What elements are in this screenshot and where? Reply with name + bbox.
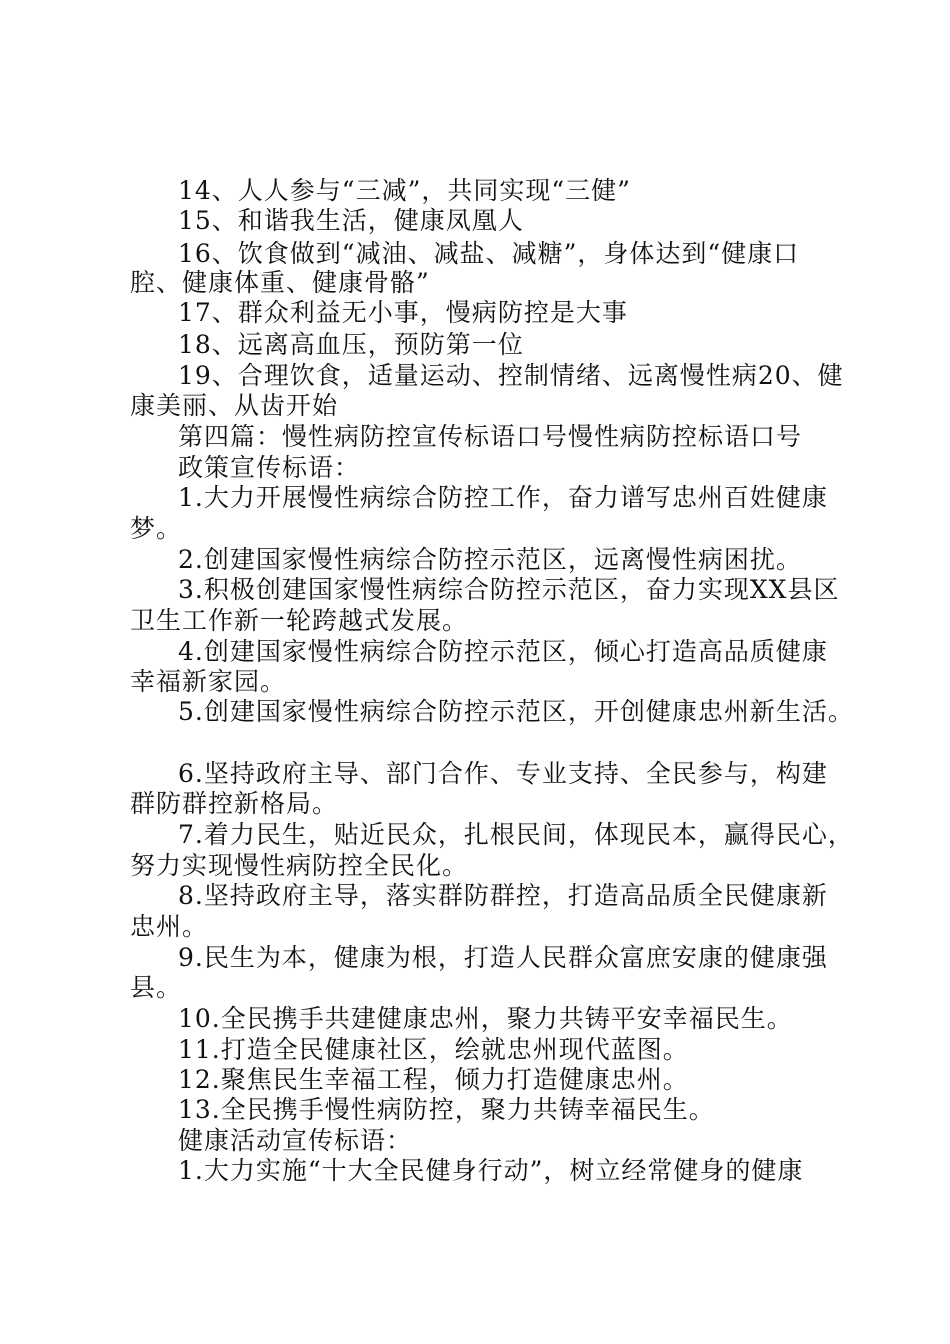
text-line: 忠州。 bbox=[130, 912, 209, 941]
text-line: 幸福新家园。 bbox=[130, 667, 287, 696]
text-line: 14、人人参与“三减”，共同实现“三健” bbox=[178, 176, 631, 205]
text-line: 2.创建国家慢性病综合防控示范区，远离慢性病困扰。 bbox=[178, 545, 802, 574]
text-line: 梦。 bbox=[130, 514, 183, 543]
text-line: 5.创建国家慢性病综合防控示范区，开创健康忠州新生活。 bbox=[178, 697, 854, 726]
text-line: 12.聚焦民生幸福工程，倾力打造健康忠州。 bbox=[178, 1065, 689, 1094]
subheading: 政策宣传标语： bbox=[178, 453, 361, 482]
text-line: 16、饮食做到“减油、减盐、减糖”，身体达到“健康口 bbox=[178, 239, 800, 268]
text-line: 4.创建国家慢性病综合防控示范区，倾心打造高品质健康 bbox=[178, 637, 828, 666]
text-line: 6.坚持政府主导、部门合作、专业支持、全民参与，构建 bbox=[178, 759, 828, 788]
text-line: 10.全民携手共建健康忠州，聚力共铸平安幸福民生。 bbox=[178, 1004, 793, 1033]
text-line: 7.着力民生，贴近民众，扎根民间，体现民本，赢得民心， bbox=[178, 820, 854, 849]
text-line: 18、远离高血压，预防第一位 bbox=[178, 330, 524, 359]
text-line: 17、群众利益无小事，慢病防控是大事 bbox=[178, 298, 628, 327]
text-line: 腔、健康体重、健康骨骼” bbox=[130, 268, 430, 297]
text-line: 9.民生为本，健康为根，打造人民群众富庶安康的健康强 bbox=[178, 943, 828, 972]
section-heading: 第四篇：慢性病防控宣传标语口号慢性病防控标语口号 bbox=[178, 422, 803, 451]
text-line: 19、合理饮食，适量运动、控制情绪、远离慢性病20、健 bbox=[178, 361, 844, 390]
text-line: 县。 bbox=[130, 973, 183, 1002]
text-line: 3.积极创建国家慢性病综合防控示范区，奋力实现XX县区 bbox=[178, 575, 840, 604]
text-line: 1.大力实施“十大全民健身行动”，树立经常健身的健康 bbox=[178, 1156, 804, 1185]
text-line: 康美丽、从齿开始 bbox=[130, 391, 339, 420]
text-line: 1.大力开展慢性病综合防控工作，奋力谱写忠州百姓健康 bbox=[178, 483, 828, 512]
text-line: 15、和谐我生活，健康凤凰人 bbox=[178, 206, 524, 235]
text-line: 群防群控新格局。 bbox=[130, 789, 339, 818]
text-line: 努力实现慢性病防控全民化。 bbox=[130, 851, 469, 880]
text-line: 8.坚持政府主导，落实群防群控，打造高品质全民健康新 bbox=[178, 881, 828, 910]
text-line: 13.全民携手慢性病防控，聚力共铸幸福民生。 bbox=[178, 1095, 715, 1124]
text-line: 卫生工作新一轮跨越式发展。 bbox=[130, 606, 469, 635]
subheading: 健康活动宣传标语： bbox=[178, 1126, 413, 1155]
text-line: 11.打造全民健康社区，绘就忠州现代蓝图。 bbox=[178, 1035, 689, 1064]
